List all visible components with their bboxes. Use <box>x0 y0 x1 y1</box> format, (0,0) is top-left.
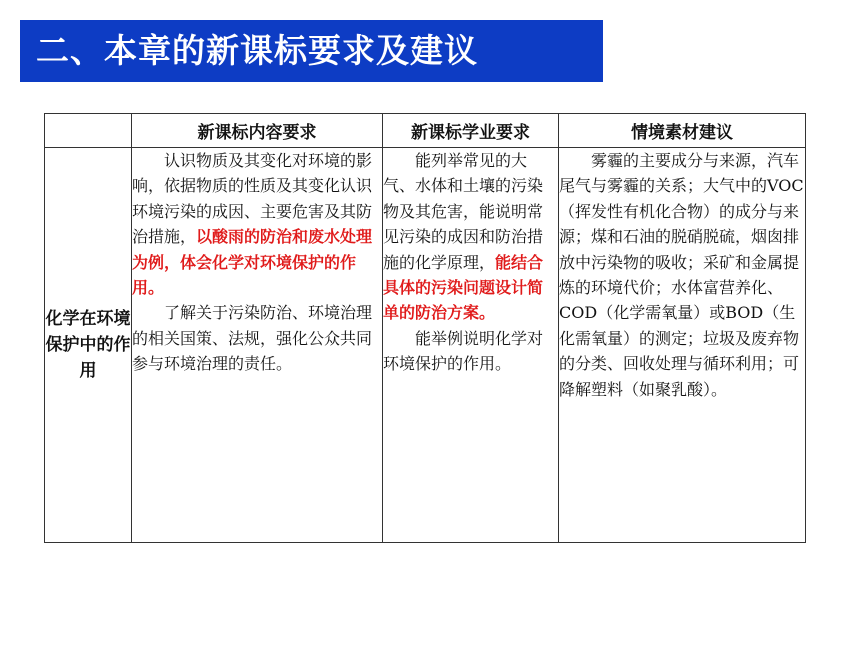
content-requirement-cell <box>132 148 383 543</box>
material-suggestion-cell <box>559 148 806 543</box>
academic-requirement-text: 能列举常见的大气、水体和土壤的污染物及其危害，能说明常见污染的成因和防治措施的化学原理， <box>383 151 544 272</box>
content-requirement-text: 认识物质及其变化对环境的影响，依据物质的性质及其变化认识环境污染的成因、主要危害及其防治措施， <box>132 151 373 247</box>
slide-title: 二、本章的新课标要求及建议 <box>20 20 603 82</box>
academic-requirement-paragraph-1 <box>383 148 558 326</box>
header-academic-requirement: 新课标学业要求 <box>383 114 559 148</box>
academic-requirement-highlight: 能结合具体的污染问题设计简单的防治方案。 <box>383 252 544 323</box>
academic-requirement-paragraph-2: 能举例说明化学对环境保护的作用。 <box>383 328 544 374</box>
material-suggestion-paragraph: 雾霾的主要成分与来源，汽车尾气与雾霾的关系；大气中的VOC（挥发性有机化合物）的成分与来源；煤和石油的脱硝脱硫，烟囱排放中污染物的吸收；采矿和金属提炼的环境代价；水体富营养化、COD（化学需氧量）或BOD（生化需氧量）的测定；垃圾及废弃物的分类、回收处理与循环利用；可降解塑料（如聚乳酸）。 <box>559 151 804 399</box>
header-empty <box>45 114 132 148</box>
requirements-table <box>44 113 806 543</box>
academic-requirement-cell <box>383 148 559 543</box>
header-material-suggestion: 情境素材建议 <box>559 114 806 148</box>
table-row <box>45 148 806 543</box>
table-header-row <box>45 114 806 148</box>
content-requirement-highlight: 以酸雨的防治和废水处理为例，体会化学对环境保护的作用。 <box>132 227 373 298</box>
content-requirement-paragraph-1 <box>132 148 382 300</box>
row-label: 化学在环境保护中的作用 <box>45 148 132 543</box>
header-content-requirement: 新课标内容要求 <box>132 114 383 148</box>
content-requirement-paragraph-2: 了解关于污染防治、环境治理的相关国策、法规，强化公众共同参与环境治理的责任。 <box>132 303 373 374</box>
